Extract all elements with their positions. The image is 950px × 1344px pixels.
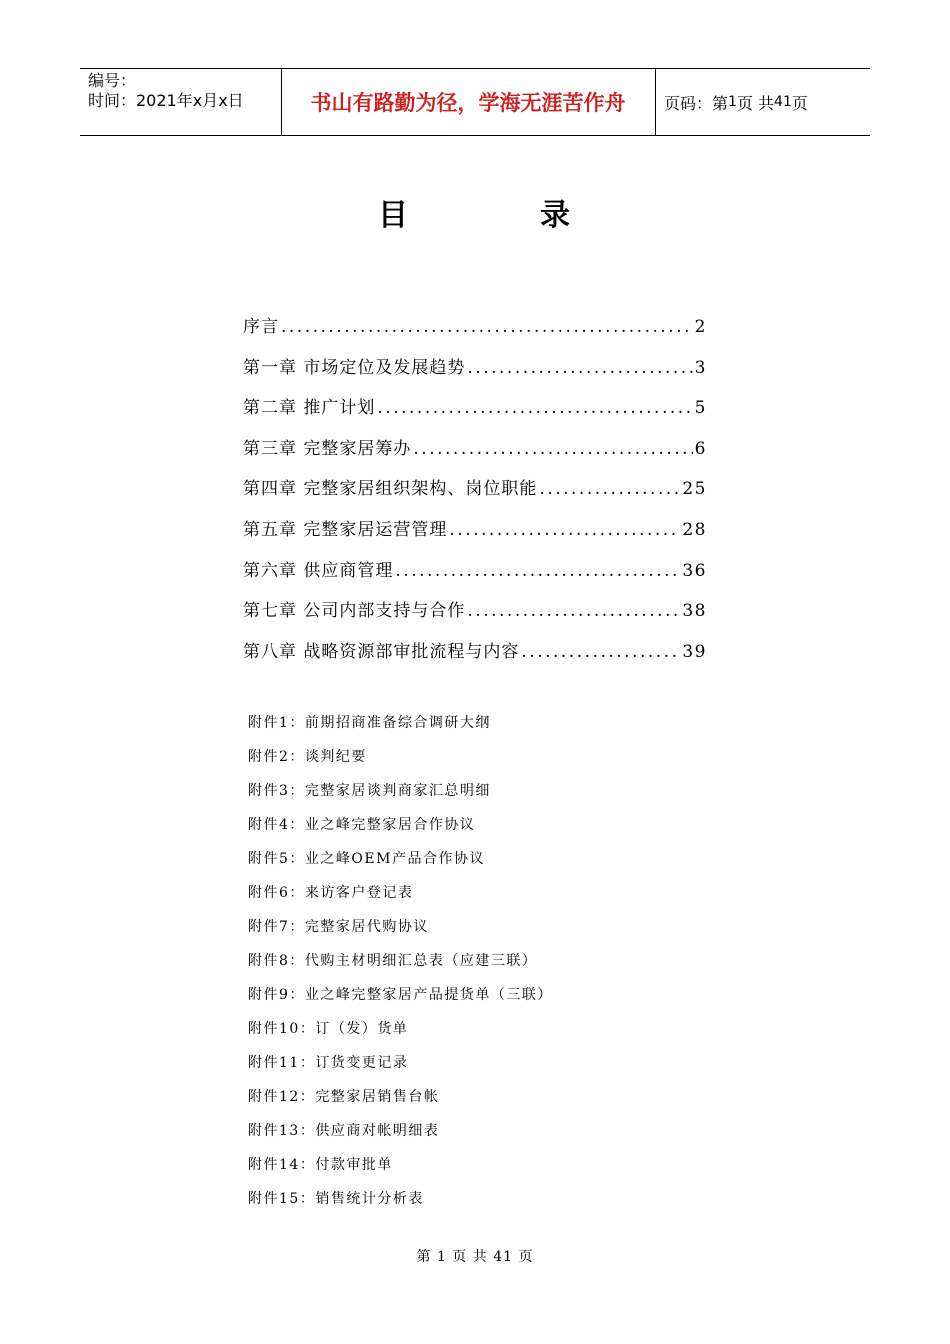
page-title [0, 190, 950, 240]
header-page-number [664, 69, 864, 135]
appendix-item: 附件5：业之峰OEM产品合作协议 [248, 851, 485, 867]
appendix-item: 附件12：完整家居销售台帐 [248, 1089, 440, 1105]
toc-entry[interactable] [243, 353, 707, 394]
toc-entry-label: 序言 [243, 317, 279, 337]
page-total: 41 [774, 94, 792, 110]
toc-entry-label: 第三章 完整家居筹办 [243, 438, 412, 459]
toc-entry[interactable] [243, 556, 707, 597]
appendix-item: 附件9：业之峰完整家居产品提货单（三联） [248, 987, 553, 1003]
document-number-label: 编号： [88, 71, 137, 90]
header-meta [88, 71, 280, 111]
appendix-item: 附件7：完整家居代购协议 [248, 919, 429, 935]
toc-leader-dots [539, 479, 680, 499]
appendix-list [248, 712, 728, 1222]
toc-entry[interactable] [243, 515, 707, 556]
toc-leader-dots [413, 439, 692, 459]
appendix-item: 附件4：业之峰完整家居合作协议 [248, 817, 476, 833]
toc-leader-dots [521, 642, 680, 662]
toc-entry-label: 第七章 公司内部支持与合作 [243, 601, 466, 622]
page-current: 1 [728, 94, 737, 110]
toc-entry-label: 第四章 完整家居组织架构、岗位职能 [243, 479, 538, 500]
toc-entry[interactable] [243, 393, 707, 434]
appendix-item: 附件8：代购主材明细汇总表（应建三联） [248, 953, 538, 969]
toc-entry-page: 39 [682, 641, 707, 662]
toc-entry[interactable] [243, 596, 707, 637]
toc-entry-page: 2 [694, 317, 707, 337]
appendix-item: 附件3：完整家居谈判商家汇总明细 [248, 783, 491, 799]
toc-leader-dots [281, 317, 693, 337]
appendix-item: 附件14：付款审批单 [248, 1157, 393, 1173]
page-footer: 第 1 页 共 41 页 [416, 1249, 534, 1265]
toc-entry-label: 第八章 战略资源部审批流程与内容 [243, 641, 520, 662]
table-of-contents [243, 312, 707, 677]
toc-leader-dots [467, 601, 680, 621]
toc-entry-page: 3 [694, 357, 707, 378]
appendix-item: 附件15：销售统计分析表 [248, 1191, 424, 1207]
toc-leader-dots [449, 520, 680, 540]
toc-entry[interactable] [243, 474, 707, 515]
toc-entry-page: 25 [682, 479, 707, 500]
appendix-item: 附件2：谈判纪要 [248, 749, 367, 765]
toc-entry-page: 28 [682, 519, 707, 540]
toc-leader-dots [395, 561, 680, 581]
toc-entry-label: 第一章 市场定位及发展趋势 [243, 357, 466, 378]
appendix-item: 附件11：订货变更记录 [248, 1055, 409, 1071]
toc-leader-dots [467, 358, 692, 378]
appendix-item: 附件1：前期招商准备综合调研大纲 [248, 715, 491, 731]
toc-entry-page: 38 [682, 601, 707, 622]
title-char-1: 目 [378, 198, 408, 233]
header-divider-right [655, 69, 656, 135]
appendix-item: 附件6：来访客户登记表 [248, 885, 414, 901]
toc-entry[interactable] [243, 434, 707, 475]
toc-entry[interactable] [243, 637, 707, 678]
page-header [80, 68, 870, 136]
toc-entry-label: 第二章 推广计划 [243, 398, 376, 419]
page-prefix: 页码：第 [664, 93, 729, 113]
toc-entry-page: 36 [682, 560, 707, 581]
appendix-item: 附件13：供应商对帐明细表 [248, 1123, 440, 1139]
title-char-2: 录 [540, 198, 570, 233]
toc-leader-dots [377, 398, 692, 418]
toc-entry-page: 5 [694, 398, 707, 419]
toc-entry[interactable] [243, 312, 707, 353]
toc-entry-label: 第六章 供应商管理 [243, 560, 394, 581]
page-suffix: 页 [791, 93, 808, 113]
appendix-item: 附件10：订（发）货单 [248, 1021, 409, 1037]
toc-entry-page: 6 [694, 438, 707, 459]
page-mid: 页 共 [736, 93, 775, 113]
document-time: 时间：2021年x月x日 [88, 91, 244, 110]
header-motto: 书山有路勤为径，学海无涯苦作舟 [310, 91, 626, 115]
toc-entry-label: 第五章 完整家居运营管理 [243, 519, 448, 540]
